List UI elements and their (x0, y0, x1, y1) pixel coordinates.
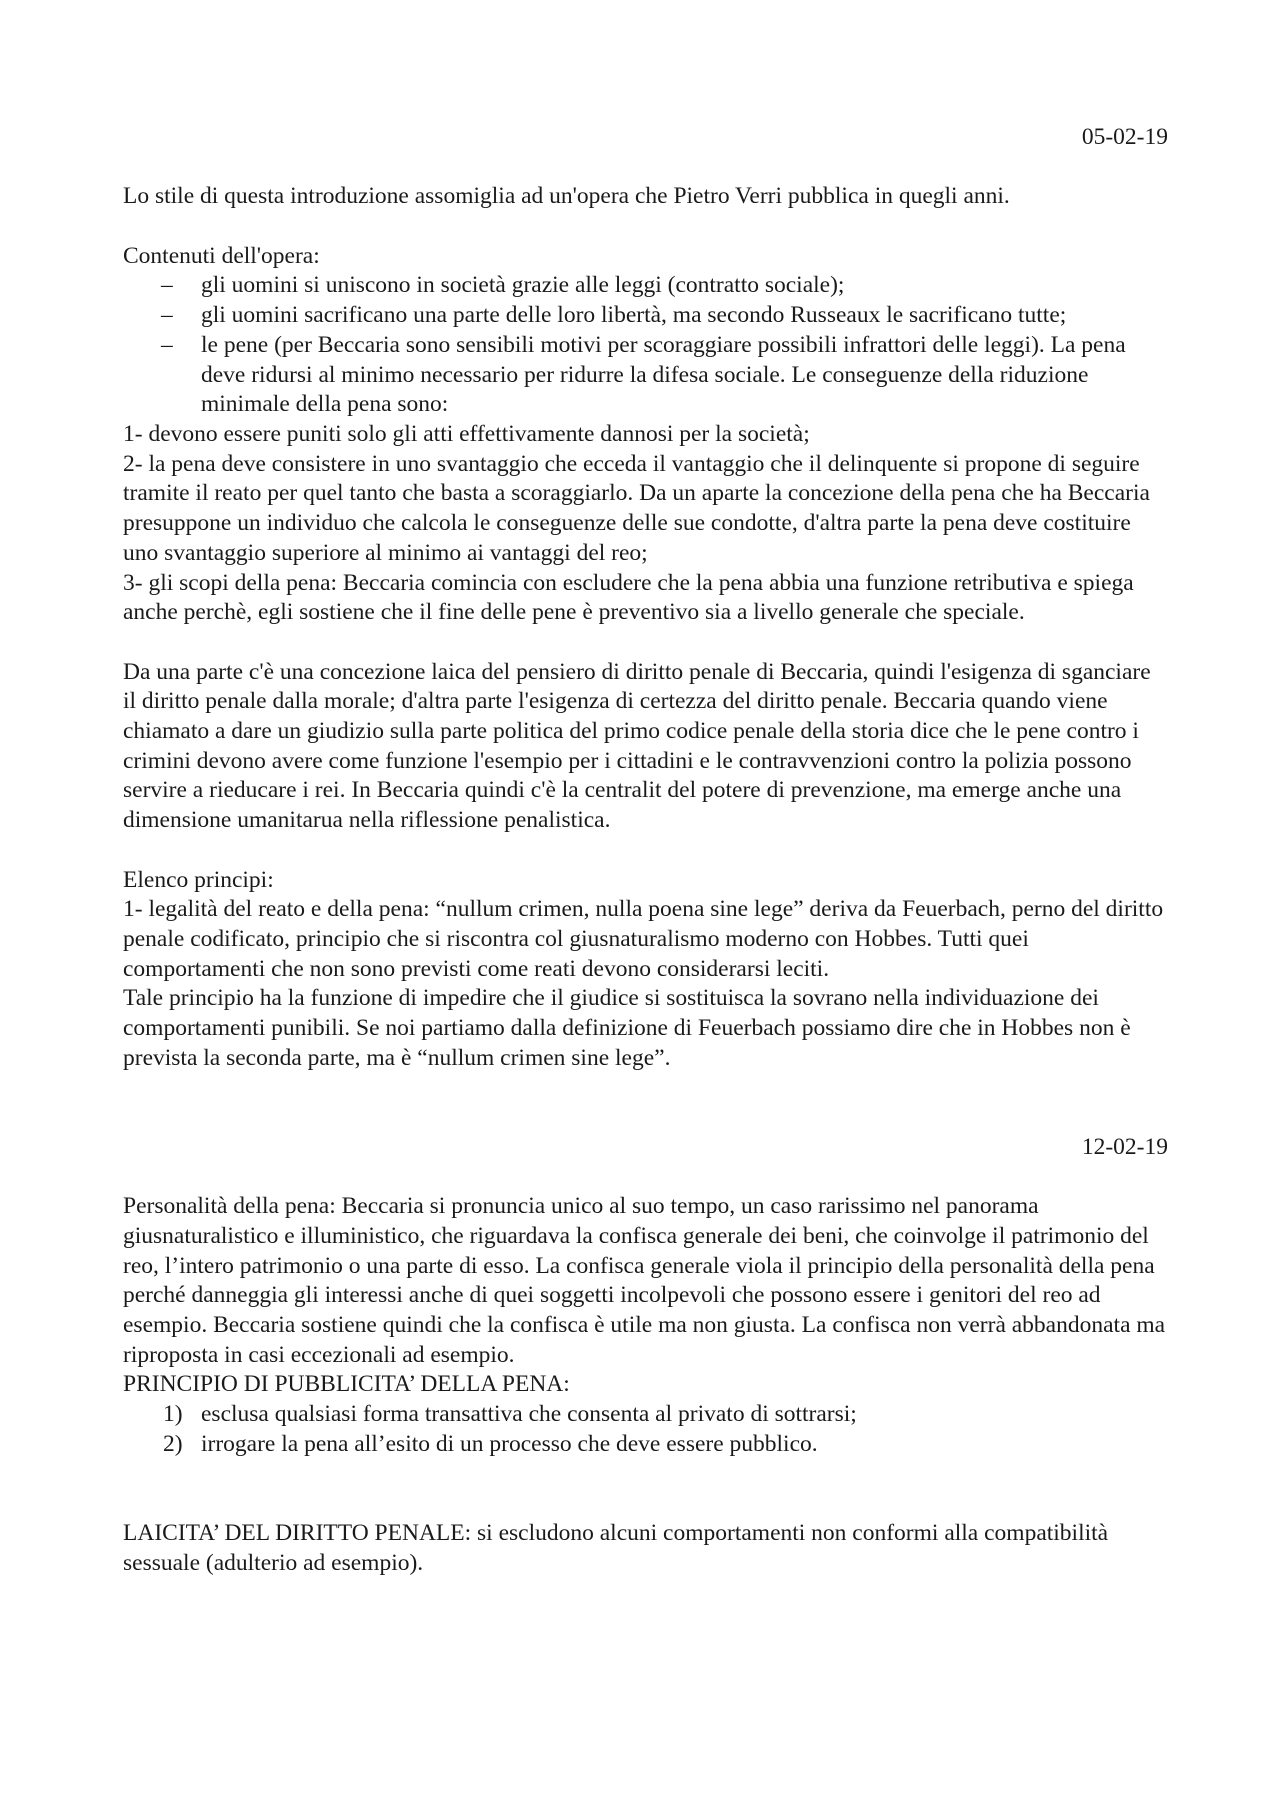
list-item (123, 331, 1168, 420)
consequence-point-3: 3- gli scopi della pena: Beccaria comincia con escludere che la pena abbia una funzione retributiva e spiega anche perchè, egli sostiene che il fine delle pene è preventivo sia a livello generale che speciale. (123, 569, 1134, 626)
date-heading: 12-02-19 (1081, 1133, 1168, 1160)
document-page (123, 0, 1168, 1578)
list-item (123, 271, 1168, 301)
list-item (123, 301, 1168, 331)
personalita-paragraph: Personalità della pena: Beccaria si pronuncia unico al suo tempo, un caso rarissimo nel panorama giusnaturalistico e illuministico, che riguardava la confisca generale dei beni, che coinvolge il patrimonio del reo, l’intero patrimonio o una parte di esso. La confisca generale viola il principio della personalità della pena perché danneggia gli interessi anche di quei soggetti incolpevoli che possono essere i genitori del reo ad esempio. Beccaria sostiene quindi che la confisca è utile ma non giusta. La confisca non verrà abbandonata ma riproposta in casi eccezionali ad esempio. (123, 1193, 1166, 1368)
list-item-text: esclusa qualsiasi forma transattiva che consenta al privato di sottrarsi; (201, 1401, 857, 1428)
pubblicita-list (123, 1400, 1168, 1459)
list-number: 1) (163, 1401, 183, 1428)
list-item-text: gli uomini sacrificano una parte delle loro libertà, ma secondo Russeaux le sacrificano tutte; (201, 302, 1067, 329)
principles-heading: Elenco principi: (123, 866, 274, 893)
contents-list (123, 271, 1168, 420)
principle-1: 1- legalità del reato e della pena: “nullum crimen, nulla poena sine lege” deriva da Feuerbach, perno del diritto penale codificato, principio che si riscontra col giusnaturalismo moderno con Hobbes. Tutti quei comportamenti che non sono previsti come reati devono considerarsi leciti. (123, 896, 1164, 982)
consequence-point-1: 1- devono essere puniti solo gli atti effettivamente dannosi per la società; (123, 421, 810, 447)
list-number: 2) (163, 1430, 183, 1457)
date-heading: 05-02-19 (1081, 124, 1168, 150)
consequence-point-2: 2- la pena deve consistere in uno svantaggio che ecceda il vantaggio che il delinquente si propone di seguire tramite il reato per quel tanto che basta a scoraggiarlo. Da un aparte la concezione della pena che ha Beccaria presuppone un individuo che calcola le conseguenze delle sue condotte, d'altra parte la pena deve costituire uno svantaggio superiore al minimo ai vantaggi del reo; (123, 450, 1150, 566)
list-item-text: irrogare la pena all’esito di un processo che deve essere pubblico. (201, 1430, 818, 1457)
pubblicita-heading: PRINCIPIO DI PUBBLICITA’ DELLA PENA: (123, 1371, 570, 1398)
contents-heading: Contenuti dell'opera: (123, 242, 320, 269)
laica-paragraph: Da una parte c'è una concezione laica del pensiero di diritto penale di Beccaria, quindi l'esigenza di sganciare il diritto penale dalla morale; d'altra parte l'esigenza di certezza del diritto penale. Beccaria quando viene chiamato a dare un giudizio sulla parte politica del primo codice penale della storia dice che le pene contro i crimini devono avere come funzione l'esempio per i cittadini e le contravvenzioni contro la polizia possono servire a rieducare i rei. In Beccaria quindi c'è la centralit del potere di prevenzione, ma emerge anche una dimensione umanitarua nella riflessione penalistica. (123, 658, 1151, 834)
dash-bullet: – (161, 272, 173, 299)
dash-bullet: – (161, 302, 173, 329)
list-item (123, 1430, 1168, 1460)
intro-paragraph: Lo stile di questa introduzione assomiglia ad un'opera che Pietro Verri pubblica in quegli anni. (123, 183, 1010, 210)
list-item-text: le pene (per Beccaria sono sensibili motivi per scoraggiare possibili infrattori delle leggi). La pena deve ridursi al minimo necessario per ridurre la difesa sociale. Le conseguenze della riduzione minimale della pena sono: (201, 331, 1126, 418)
list-item-text: gli uomini si uniscono in società grazie alle leggi (contratto sociale); (201, 272, 845, 299)
dash-bullet: – (161, 331, 173, 358)
principle-1-continued: Tale principio ha la funzione di impedire che il giudice si sostituisca la sovrano nella individuazione dei comportamenti punibili. Se noi partiamo dalla definizione di Feuerbach possiamo dire che in Hobbes non è prevista la seconda parte, ma è “nullum crimen sine lege”. (123, 985, 1131, 1071)
laicita-paragraph: LAICITA’ DEL DIRITTO PENALE: si escludono alcuni comportamenti non conformi alla compatibilità sessuale (adulterio ad esempio). (123, 1519, 1109, 1576)
list-item (123, 1400, 1168, 1430)
